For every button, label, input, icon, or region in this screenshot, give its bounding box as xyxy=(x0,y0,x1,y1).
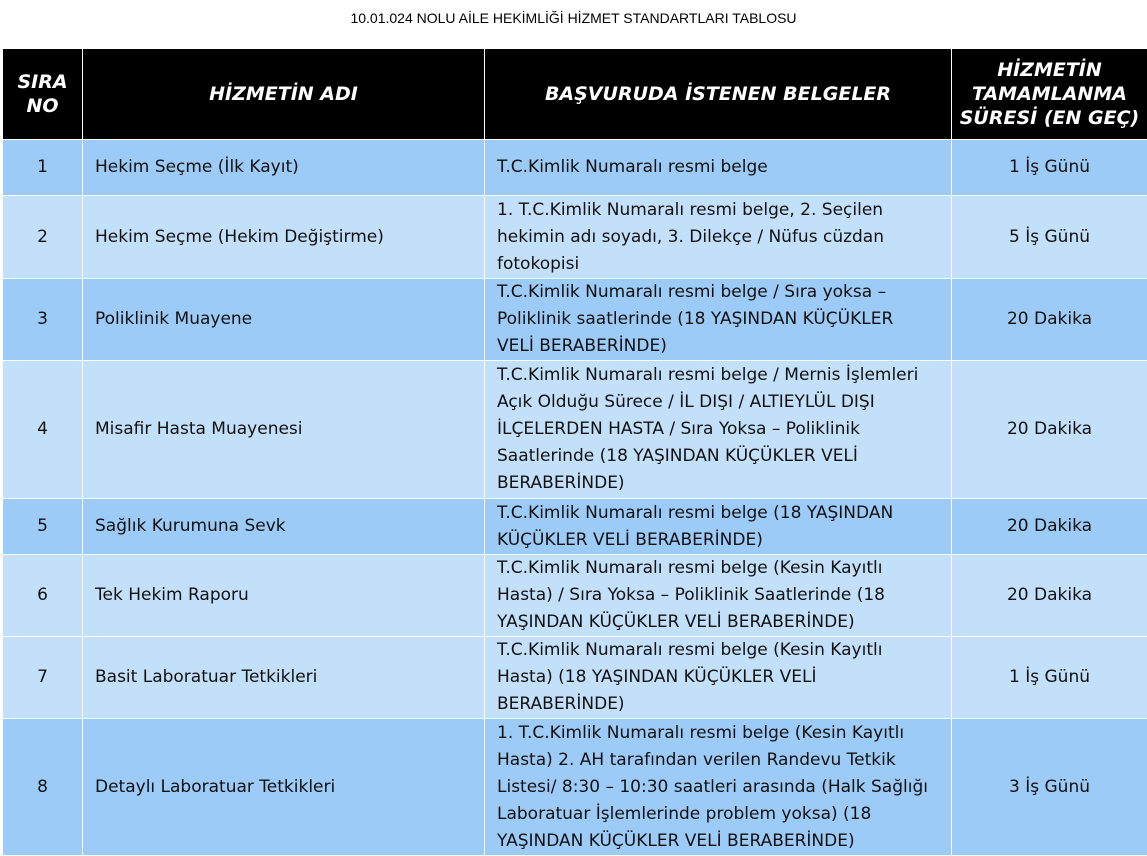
row-documents: T.C.Kimlik Numaralı resmi belge / Mernis İşlemleri Açık Olduğu Sürece / İL DIŞI / ALTIEYLÜL DIŞI İLÇELERDEN HASTA / Sıra Yoksa – Poliklinik Saatlerinde (18 YAŞINDAN KÜÇÜKLER VELİ BERABERİNDE) xyxy=(485,361,952,499)
row-duration: 20 Dakika xyxy=(952,361,1147,499)
row-number: 3 xyxy=(3,279,83,361)
row-duration: 1 İş Günü xyxy=(952,140,1147,196)
row-documents: T.C.Kimlik Numaralı resmi belge (Kesin Kayıtlı Hasta) (18 YAŞINDAN KÜÇÜKLER VELİ BERABERİNDE) xyxy=(485,637,952,719)
table-row xyxy=(3,196,1147,279)
table-row xyxy=(3,361,1147,499)
row-service-name: Hekim Seçme (Hekim Değiştirme) xyxy=(83,196,485,279)
service-standards-table xyxy=(2,48,1147,856)
row-duration: 20 Dakika xyxy=(952,499,1147,555)
document-title: 10.01.024 NOLU AİLE HEKİMLİĞİ HİZMET STANDARTLARI TABLOSU xyxy=(0,10,1147,26)
row-documents: 1. T.C.Kimlik Numaralı resmi belge (Kesin Kayıtlı Hasta) 2. AH tarafından verilen Randevu Tetkik Listesi/ 8:30 – 10:30 saatleri arasında (Halk Sağlığı Laboratuar İşlemlerinde problem yoksa) (18 YAŞINDAN KÜÇÜKLER VELİ BERABERİNDE) xyxy=(485,719,952,856)
row-duration: 3 İş Günü xyxy=(952,719,1147,856)
row-number: 7 xyxy=(3,637,83,719)
row-number: 8 xyxy=(3,719,83,856)
table-row xyxy=(3,555,1147,637)
row-duration: 1 İş Günü xyxy=(952,637,1147,719)
header-sira-no xyxy=(3,49,83,140)
row-service-name: Hekim Seçme (İlk Kayıt) xyxy=(83,140,485,196)
row-service-name: Sağlık Kurumuna Sevk xyxy=(83,499,485,555)
row-documents: T.C.Kimlik Numaralı resmi belge xyxy=(485,140,952,196)
header-sira-line1: SIRA xyxy=(7,70,78,94)
header-duration-line2: TAMAMLANMA xyxy=(956,82,1143,106)
table-header-row xyxy=(3,49,1147,140)
row-number: 1 xyxy=(3,140,83,196)
header-documents: BAŞVURUDA İSTENEN BELGELER xyxy=(485,49,952,140)
table-row xyxy=(3,279,1147,361)
row-documents: T.C.Kimlik Numaralı resmi belge (18 YAŞINDAN KÜÇÜKLER VELİ BERABERİNDE) xyxy=(485,499,952,555)
table-row xyxy=(3,140,1147,196)
row-number: 4 xyxy=(3,361,83,499)
table-row xyxy=(3,499,1147,555)
row-duration: 20 Dakika xyxy=(952,555,1147,637)
row-number: 2 xyxy=(3,196,83,279)
row-number: 5 xyxy=(3,499,83,555)
row-service-name: Basit Laboratuar Tetkikleri xyxy=(83,637,485,719)
row-service-name: Tek Hekim Raporu xyxy=(83,555,485,637)
row-number: 6 xyxy=(3,555,83,637)
header-duration-line1: HİZMETİN xyxy=(956,58,1143,82)
header-service-name: HİZMETİN ADI xyxy=(83,49,485,140)
row-documents: 1. T.C.Kimlik Numaralı resmi belge, 2. Seçilen hekimin adı soyadı, 3. Dilekçe / Nüfus cüzdan fotokopisi xyxy=(485,196,952,279)
row-documents: T.C.Kimlik Numaralı resmi belge / Sıra yoksa – Poliklinik saatlerinde (18 YAŞINDAN KÜÇÜKLER VELİ BERABERİNDE) xyxy=(485,279,952,361)
row-service-name: Poliklinik Muayene xyxy=(83,279,485,361)
header-duration-line3: SÜRESİ (EN GEÇ) xyxy=(956,106,1143,130)
row-service-name: Detaylı Laboratuar Tetkikleri xyxy=(83,719,485,856)
table-row xyxy=(3,637,1147,719)
row-documents: T.C.Kimlik Numaralı resmi belge (Kesin Kayıtlı Hasta) / Sıra Yoksa – Poliklinik Saatlerinde (18 YAŞINDAN KÜÇÜKLER VELİ BERABERİNDE) xyxy=(485,555,952,637)
row-duration: 5 İş Günü xyxy=(952,196,1147,279)
row-service-name: Misafir Hasta Muayenesi xyxy=(83,361,485,499)
table-row xyxy=(3,719,1147,856)
header-sira-line2: NO xyxy=(7,94,78,118)
row-duration: 20 Dakika xyxy=(952,279,1147,361)
header-duration xyxy=(952,49,1147,140)
